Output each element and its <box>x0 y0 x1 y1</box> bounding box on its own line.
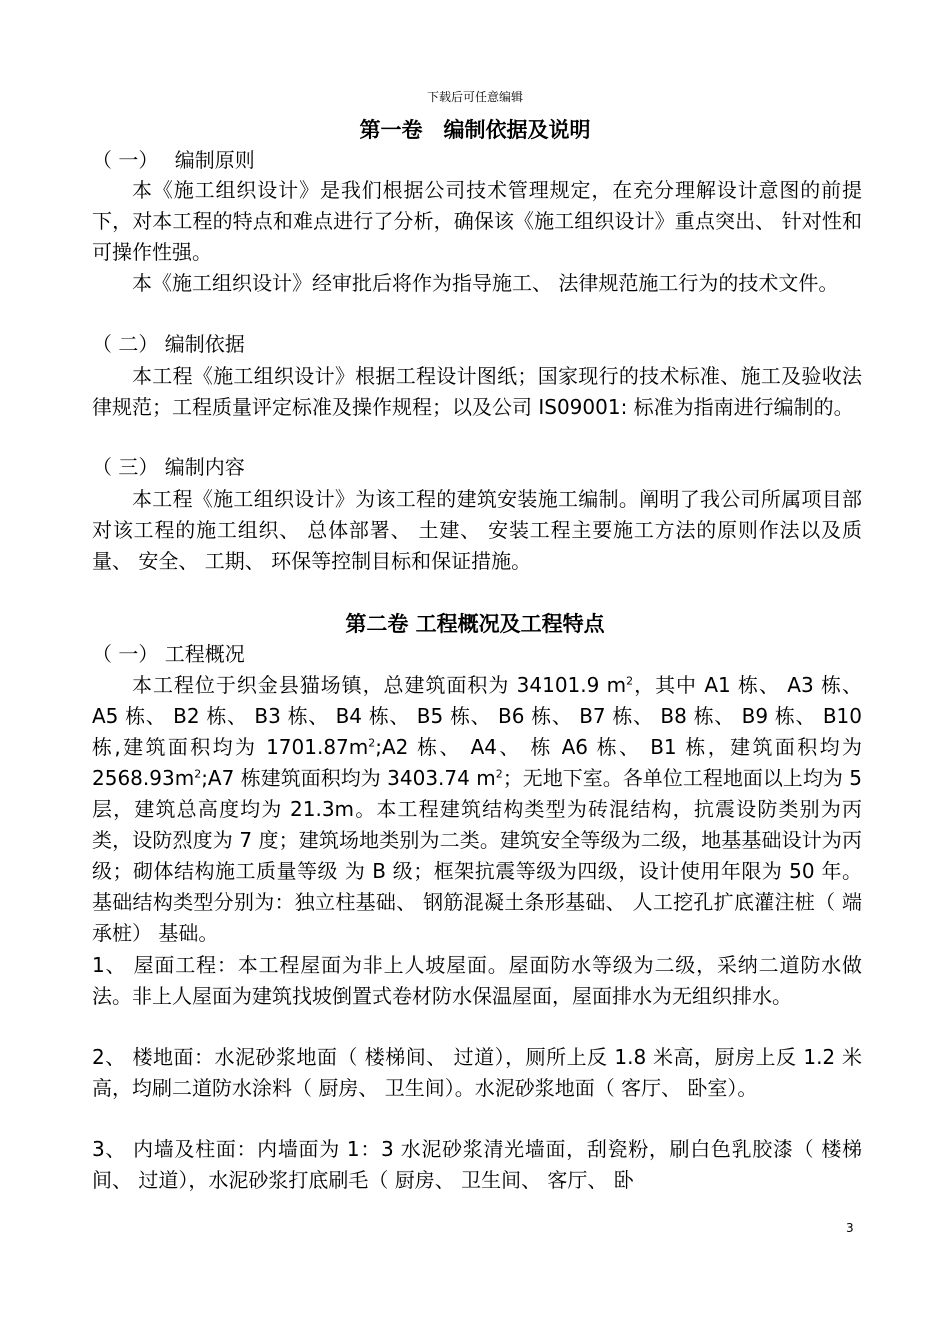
paragraph: 本《施工组织设计》是我们根据公司技术管理规定，在充分理解设计意图的前提下，对本工程的特点和难点进行了分析，确保该《施工组织设计》重点突出、 针对性和可操作性强。 <box>92 178 862 264</box>
volume-1-title: 第一卷 编制依据及说明 <box>359 118 591 142</box>
paragraph: 本《施工组织设计》经审批后将作为指导施工、 法律规范施工行为的技术文件。 <box>132 271 839 295</box>
section-heading: （ 一） 工程概况 <box>92 642 245 666</box>
list-item: 1、 屋面工程：本工程屋面为非上人坡屋面。屋面防水等级为二级，采纳二道防水做法。非上人屋面为建筑找坡倒置式卷材防水保温屋面，屋面排水为无组织排水。 <box>92 953 862 1008</box>
paragraph: 本工程《施工组织设计》根据工程设计图纸；国家现行的技术标准、施工及验收法律规范；工程质量评定标准及操作规程；以及公司 IS09001: 标准为指南进行编制的。 <box>92 364 862 419</box>
section-heading: （ 二） 编制依据 <box>92 332 245 356</box>
paragraph: 本工程《施工组织设计》为该工程的建筑安装施工编制。阐明了我公司所属项目部对该工程的施工组织、 总体部署、 土建、 安装工程主要施工方法的原则作法以及质量、 安全、 工期、 环保等控制目标和保证措施。 <box>92 487 862 573</box>
section-heading: （ 三） 编制内容 <box>92 455 245 479</box>
section-heading: （ 一） 编制原则 <box>92 148 255 172</box>
paragraph-project-overview: 本工程位于织金县猫场镇，总建筑面积为 34101.9 $m^2$，其中 A1 栋、 A3 栋、 A5 栋、 B2 栋、 B3 栋、 B4 栋、 B5 栋、 B6 栋、 B7 栋、 B8 栋、 B9 栋、 B10 栋,建筑面积均为 $1701.87m^2;A2$ 栋、 A4、 栋 A6 栋、 B1 栋，建筑面积均为 $2568.93m^2;A7$ 栋建筑面积均为 3403.74 $m^2$；无地下室。各单位工程地面以上均为 5 层，建筑总高度均为 21.3m。本工程建筑结构类型为砖混结构，抗震设防类别为丙类，设防烈度为 7 度；建筑场地类别为二类。建筑安全等级为二级，地基基础设计为丙级；砌体结构施工质量等级 为 B 级；框架抗震等级为四级，设计使用年限为 50 年。基础结构类型分别为：独立柱基础、 钢筋混凝土条形基础、 人工挖孔扩底灌注桩（ 端承桩） 基础。 <box>92 673 863 945</box>
list-item: 3、 内墙及柱面：内墙面为 1：3 水泥砂浆清光墙面，刮瓷粉，刷白色乳胶漆（ 楼梯间、 过道），水泥砂浆打底刷毛（ 厨房、 卫生间、 客厅、 卧 <box>92 1137 862 1192</box>
page-header: 下载后可任意编辑 <box>426 90 523 104</box>
page-number: 3 <box>846 1221 854 1235</box>
list-item: 2、 楼地面：水泥砂浆地面（ 楼梯间、 过道），厕所上反 1.8 米高，厨房上反 1.2 米高，均刷二道防水涂料（ 厨房、 卫生间）。水泥砂浆地面（ 客厅、 卧室）。 <box>92 1045 862 1100</box>
volume-2-title: 第二卷 工程概况及工程特点 <box>345 612 605 636</box>
